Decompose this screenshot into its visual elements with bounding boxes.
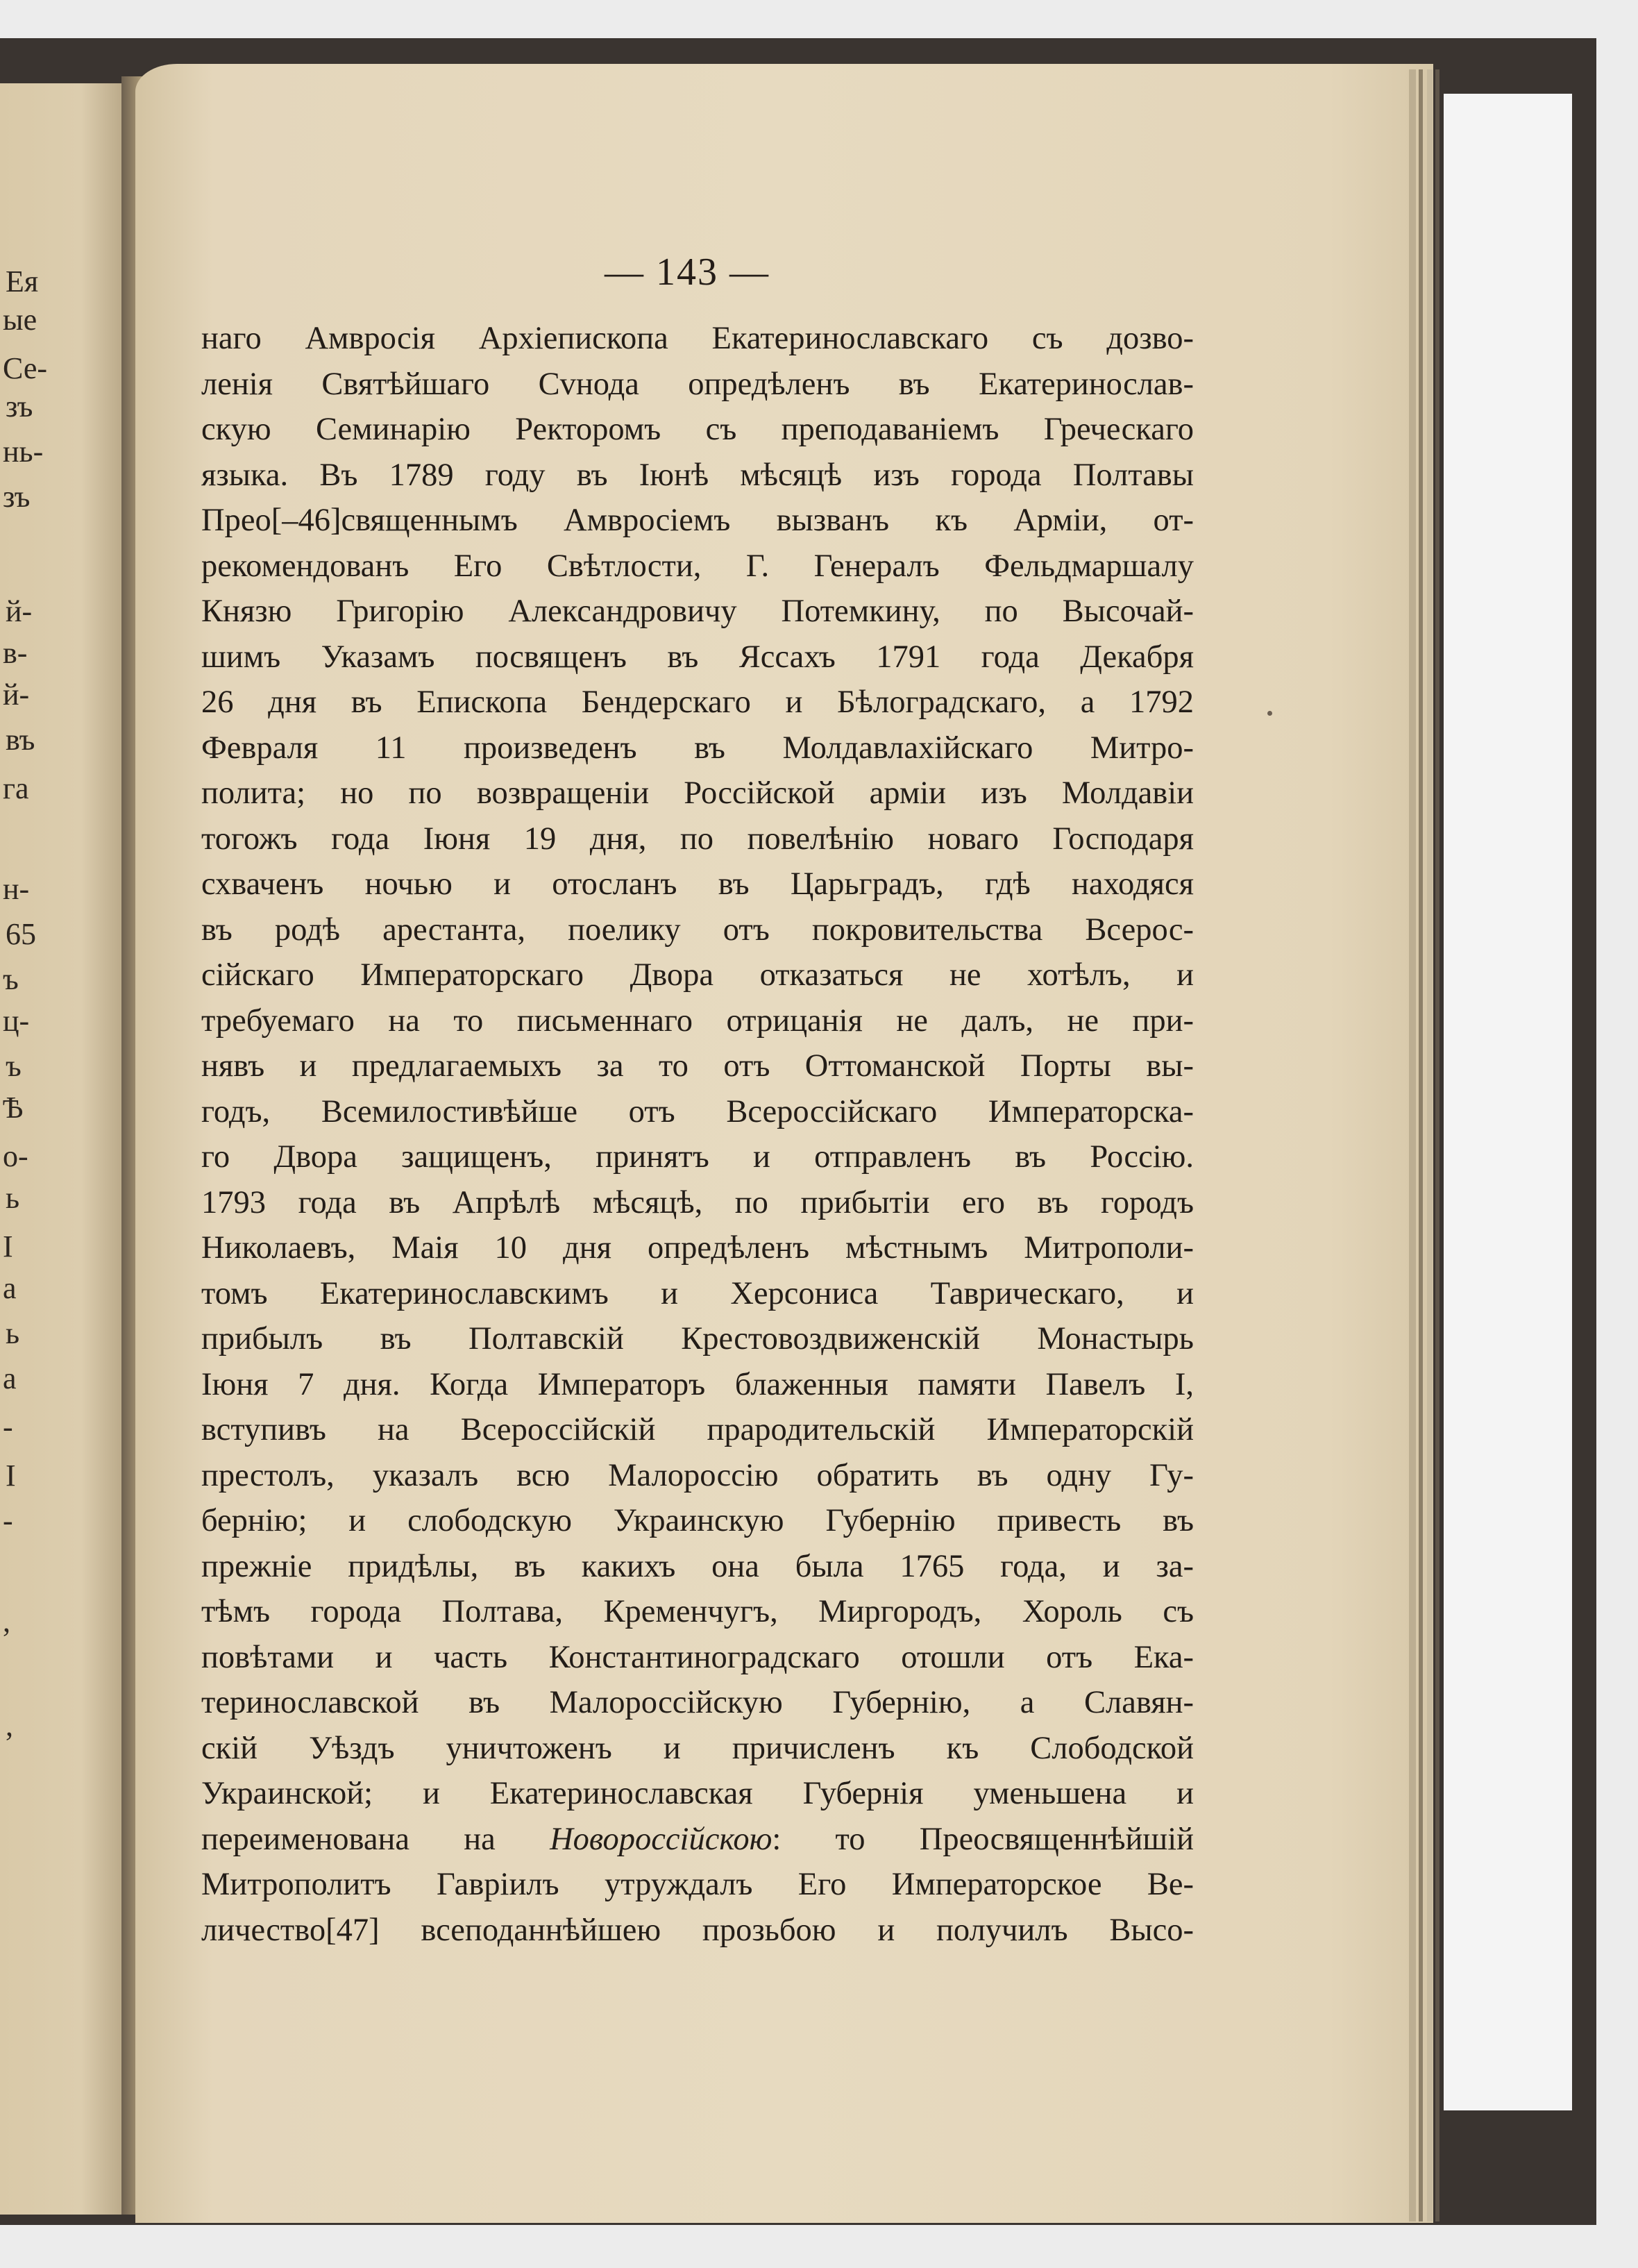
text-line: тѣмъ города Полтава, Кременчугъ, Миргородъ, Хороль съ	[201, 1594, 1194, 1629]
text-line: престолъ, указалъ всю Малороссію обратить въ одну Гу-	[201, 1457, 1194, 1493]
left-page-fragment: нь-	[3, 435, 44, 469]
text-span: : то Преосвященнѣйшій	[772, 1821, 1194, 1857]
left-page-fragment: ые	[3, 303, 37, 337]
text-line: требуемаго на то письменнаго отрицанія не далъ, не при-	[201, 1002, 1194, 1039]
text-line: го Двора защищенъ, принятъ и отправленъ въ Россію.	[201, 1139, 1194, 1175]
left-page-fragment: о-	[3, 1139, 28, 1173]
left-page-fragment: а	[3, 1271, 17, 1305]
left-page-fragment: а	[3, 1361, 17, 1395]
left-page-fragment: ,	[6, 1708, 13, 1742]
page-edge	[1419, 69, 1423, 2221]
ink-speck	[1267, 711, 1272, 716]
text-line: 1793 года въ Апрѣлѣ мѣсяцѣ, по прибытіи его въ городъ	[201, 1184, 1194, 1220]
text-line: вступивъ на Всероссійскій прародительскій Императорскій	[201, 1412, 1194, 1447]
text-line: Митрополитъ Гавріилъ утруждалъ Его Императорское Ве-	[201, 1867, 1194, 1902]
left-page-fragment: Ѣ	[3, 1091, 24, 1125]
left-page-fragment: -	[3, 1410, 13, 1444]
text-line: личество[47] всеподаннѣйшею прозьбою и получилъ Высо-	[201, 1912, 1194, 1948]
text-line: ленія Святѣйшаго Сvнода опредѣленъ въ Екатеринослав-	[201, 366, 1194, 402]
text-line: годъ, Всемилостивѣйше отъ Всероссійскаго Императорска-	[201, 1093, 1194, 1129]
left-page-fragment: I	[3, 1229, 13, 1263]
text-line: Прео[–46]священнымъ Амвросіемъ вызванъ къ Арміи, от-	[201, 503, 1194, 538]
text-line: Іюня 7 дня. Когда Императоръ блаженныя памяти Павелъ I,	[201, 1366, 1194, 1402]
text-line	[201, 1817, 1194, 1863]
italic-term: Новороссійскою	[550, 1821, 772, 1857]
left-page-fragment: -	[3, 1504, 13, 1538]
text-line: нявъ и предлагаемыхъ за то отъ Оттоманской Порты вы-	[201, 1048, 1194, 1084]
left-page-fragment: ц-	[3, 1004, 30, 1038]
text-line: Украинской; и Екатеринославская Губернія уменьшена и	[201, 1776, 1194, 1811]
text-line: Февраля 11 произведенъ въ Молдавлахійскаго Митро-	[201, 730, 1194, 766]
text-line: тогожъ года Іюня 19 дня, по повелѣнію новаго Господаря	[201, 821, 1194, 857]
left-page-fragment: га	[3, 771, 29, 805]
text-line: бернію; и слободскую Украинскую Губернію привесть въ	[201, 1503, 1194, 1538]
left-page-fragment: I	[6, 1459, 16, 1493]
text-line: полита; но по возвращеніи Россійской арміи изъ Молдавіи	[201, 775, 1194, 811]
page-edge	[1435, 69, 1439, 2221]
left-page-fragment: ь	[6, 1181, 20, 1215]
left-page-fragment: н-	[3, 872, 30, 906]
left-page-fragment: Се-	[3, 351, 48, 385]
text-line: сійскаго Императорскаго Двора отказаться не хотѣлъ, и	[201, 957, 1194, 993]
left-page-fragment: въ	[6, 723, 35, 757]
text-line: схваченъ ночью и отосланъ въ Царьградъ, гдѣ находяся	[201, 866, 1194, 902]
left-page-fragment: ъ	[6, 1049, 22, 1083]
left-page-fragment: в-	[3, 636, 28, 670]
left-page-fragment: ь	[6, 1316, 20, 1350]
left-page-fragment: ъ	[3, 962, 19, 996]
text-line: томъ Екатеринославскимъ и Херсониса Таврическаго, и	[201, 1275, 1194, 1311]
text-line: прежніе придѣлы, въ какихъ она была 1765 года, и за-	[201, 1548, 1194, 1584]
page-edge	[1427, 69, 1433, 2221]
text-line: рекомендованъ Его Свѣтлости, Г. Генералъ Фельдмаршалу	[201, 548, 1194, 584]
text-span: переименована на	[201, 1821, 550, 1857]
left-page	[0, 83, 135, 2215]
text-line: наго Амвросія Архіепископа Екатеринославскаго съ дозво-	[201, 321, 1194, 356]
left-page-fragment: ,	[3, 1604, 10, 1638]
text-line: въ родѣ арестанта, поелику отъ покровительства Всерос-	[201, 912, 1194, 948]
text-line: теринославской въ Малороссійскую Губернію, а Славян-	[201, 1685, 1194, 1720]
text-line: 26 дня въ Епископа Бендерскаго и Бѣлоградскаго, а 1792	[201, 684, 1194, 720]
body-text	[201, 316, 1194, 1953]
left-page-fragment: зъ	[3, 480, 31, 514]
text-line: скую Семинарію Ректоромъ съ преподаваніемъ Греческаго	[201, 412, 1194, 447]
text-line: Князю Григорію Александровичу Потемкину, по Высочай-	[201, 594, 1194, 629]
text-line: шимъ Указамъ посвященъ въ Яссахъ 1791 года Декабря	[201, 639, 1194, 675]
text-line: повѣтами и часть Константиноградскаго отошли отъ Ека-	[201, 1639, 1194, 1675]
text-line: скій Уѣздъ уничтоженъ и причисленъ къ Слободской	[201, 1730, 1194, 1766]
page-edge	[1409, 69, 1416, 2221]
page-number: — 143 —	[605, 251, 770, 294]
left-page-fragment: й-	[3, 678, 30, 712]
left-page-fragment: 65	[6, 917, 36, 951]
text-line: языка. Въ 1789 году въ Іюнѣ мѣсяцѣ изъ города Полтавы	[201, 457, 1194, 493]
left-page-fragment: зъ	[6, 389, 33, 423]
white-backing-sheet	[1444, 94, 1572, 2110]
text-line: прибылъ въ Полтавскій Крестовоздвиженскій Монастырь	[201, 1321, 1194, 1356]
left-page-fragment: й-	[6, 594, 33, 628]
left-page-fragment: Ея	[6, 264, 39, 299]
text-line: Николаевъ, Маія 10 дня опредѣленъ мѣстнымъ Митрополи-	[201, 1230, 1194, 1266]
